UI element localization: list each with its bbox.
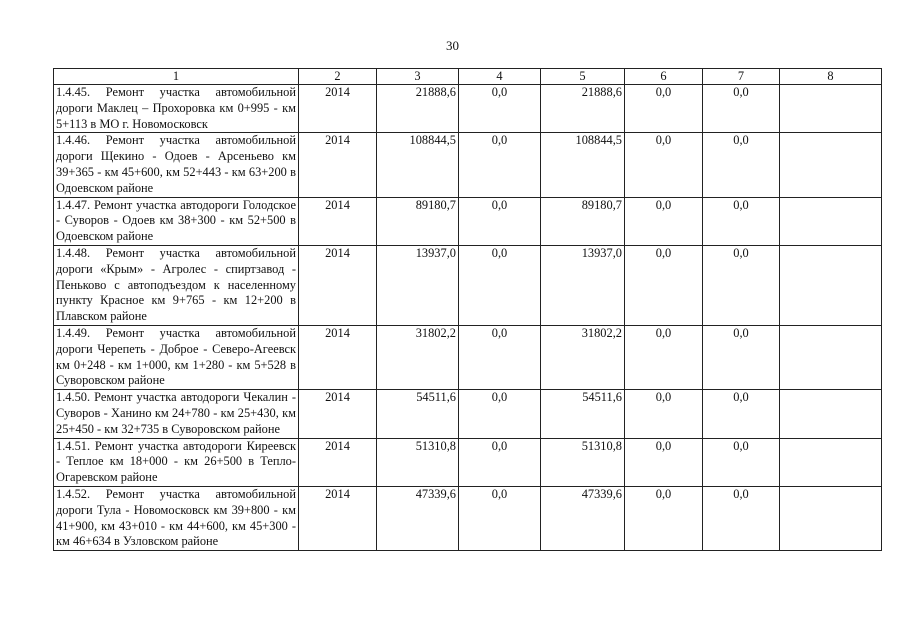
row-col-8 — [780, 325, 882, 389]
page-number: 30 — [446, 38, 459, 53]
row-col-4: 0,0 — [459, 325, 541, 389]
table-row — [54, 133, 882, 197]
data-table — [53, 68, 882, 551]
row-col-7: 0,0 — [703, 325, 780, 389]
row-col-4: 0,0 — [459, 245, 541, 325]
row-col-5: 21888,6 — [541, 85, 625, 133]
row-col-6: 0,0 — [625, 325, 703, 389]
column-header-1: 1 — [54, 69, 299, 85]
row-description: 1.4.49. Ремонт участка автомобильной дороги Черепеть - Доброе - Северо-Агеевск км 0+248 - км 1+000, км 1+280 - км 5+528 в Суворовском районе — [54, 325, 299, 389]
row-year: 2014 — [299, 245, 377, 325]
row-col-3: 108844,5 — [377, 133, 459, 197]
row-description: 1.4.50. Ремонт участка автодороги Чекалин - Суворов - Ханино км 24+780 - км 25+430, км 25+450 - км 32+735 в Суворовском районе — [54, 390, 299, 438]
row-year: 2014 — [299, 133, 377, 197]
row-col-6: 0,0 — [625, 390, 703, 438]
row-col-3: 13937,0 — [377, 245, 459, 325]
row-col-6: 0,0 — [625, 133, 703, 197]
row-col-6: 0,0 — [625, 438, 703, 486]
table-row — [54, 325, 882, 389]
row-col-7: 0,0 — [703, 85, 780, 133]
row-col-3: 47339,6 — [377, 486, 459, 550]
row-col-6: 0,0 — [625, 85, 703, 133]
row-description: 1.4.48. Ремонт участка автомобильной дороги «Крым» - Агролес - спиртзавод - Пеньково с автоподъездом к населенному пункту Красное км 9+765 - км 12+200 в Плавском районе — [54, 245, 299, 325]
row-col-8 — [780, 133, 882, 197]
column-header-2: 2 — [299, 69, 377, 85]
row-col-5: 47339,6 — [541, 486, 625, 550]
row-col-5: 31802,2 — [541, 325, 625, 389]
row-col-6: 0,0 — [625, 486, 703, 550]
table-row — [54, 197, 882, 245]
row-col-7: 0,0 — [703, 390, 780, 438]
row-col-7: 0,0 — [703, 438, 780, 486]
row-col-4: 0,0 — [459, 486, 541, 550]
row-col-8 — [780, 197, 882, 245]
row-col-7: 0,0 — [703, 197, 780, 245]
row-col-5: 108844,5 — [541, 133, 625, 197]
row-year: 2014 — [299, 390, 377, 438]
row-col-4: 0,0 — [459, 85, 541, 133]
row-col-3: 89180,7 — [377, 197, 459, 245]
column-header-3: 3 — [377, 69, 459, 85]
row-col-8 — [780, 390, 882, 438]
row-col-3: 54511,6 — [377, 390, 459, 438]
row-col-3: 51310,8 — [377, 438, 459, 486]
row-description: 1.4.47. Ремонт участка автодороги Голодское - Суворов - Одоев км 38+300 - км 52+500 в Одоевском районе — [54, 197, 299, 245]
row-col-4: 0,0 — [459, 390, 541, 438]
column-header-8: 8 — [780, 69, 882, 85]
row-col-5: 51310,8 — [541, 438, 625, 486]
row-description: 1.4.51. Ремонт участка автодороги Киреевск - Теплое км 18+000 - км 26+500 в Тепло-Огаревском районе — [54, 438, 299, 486]
row-col-3: 21888,6 — [377, 85, 459, 133]
table-row — [54, 245, 882, 325]
row-year: 2014 — [299, 85, 377, 133]
row-col-8 — [780, 438, 882, 486]
row-col-6: 0,0 — [625, 245, 703, 325]
row-col-5: 13937,0 — [541, 245, 625, 325]
table-row — [54, 486, 882, 550]
row-year: 2014 — [299, 325, 377, 389]
row-year: 2014 — [299, 486, 377, 550]
row-col-5: 89180,7 — [541, 197, 625, 245]
row-col-8 — [780, 245, 882, 325]
row-col-3: 31802,2 — [377, 325, 459, 389]
row-col-6: 0,0 — [625, 197, 703, 245]
table-row — [54, 390, 882, 438]
header-row — [54, 69, 882, 85]
row-year: 2014 — [299, 438, 377, 486]
row-col-4: 0,0 — [459, 197, 541, 245]
column-header-7: 7 — [703, 69, 780, 85]
row-col-5: 54511,6 — [541, 390, 625, 438]
row-col-7: 0,0 — [703, 133, 780, 197]
column-header-6: 6 — [625, 69, 703, 85]
row-col-7: 0,0 — [703, 486, 780, 550]
row-col-8 — [780, 85, 882, 133]
row-year: 2014 — [299, 197, 377, 245]
row-col-7: 0,0 — [703, 245, 780, 325]
row-col-8 — [780, 486, 882, 550]
column-header-5: 5 — [541, 69, 625, 85]
row-description: 1.4.46. Ремонт участка автомобильной дороги Щекино - Одоев - Арсеньево км 39+365 - км 45+600, км 52+443 - км 63+200 в Одоевском районе — [54, 133, 299, 197]
row-col-4: 0,0 — [459, 438, 541, 486]
row-description: 1.4.52. Ремонт участка автомобильной дороги Тула - Новомосковск км 39+800 - км 41+900, км 43+010 - км 44+600, км 45+300 - км 46+634 в Узловском районе — [54, 486, 299, 550]
column-header-4: 4 — [459, 69, 541, 85]
table-row — [54, 438, 882, 486]
row-col-4: 0,0 — [459, 133, 541, 197]
row-description: 1.4.45. Ремонт участка автомобильной дороги Маклец – Прохоровка км 0+995 - км 5+113 в МО г. Новомосковск — [54, 85, 299, 133]
table-row — [54, 85, 882, 133]
